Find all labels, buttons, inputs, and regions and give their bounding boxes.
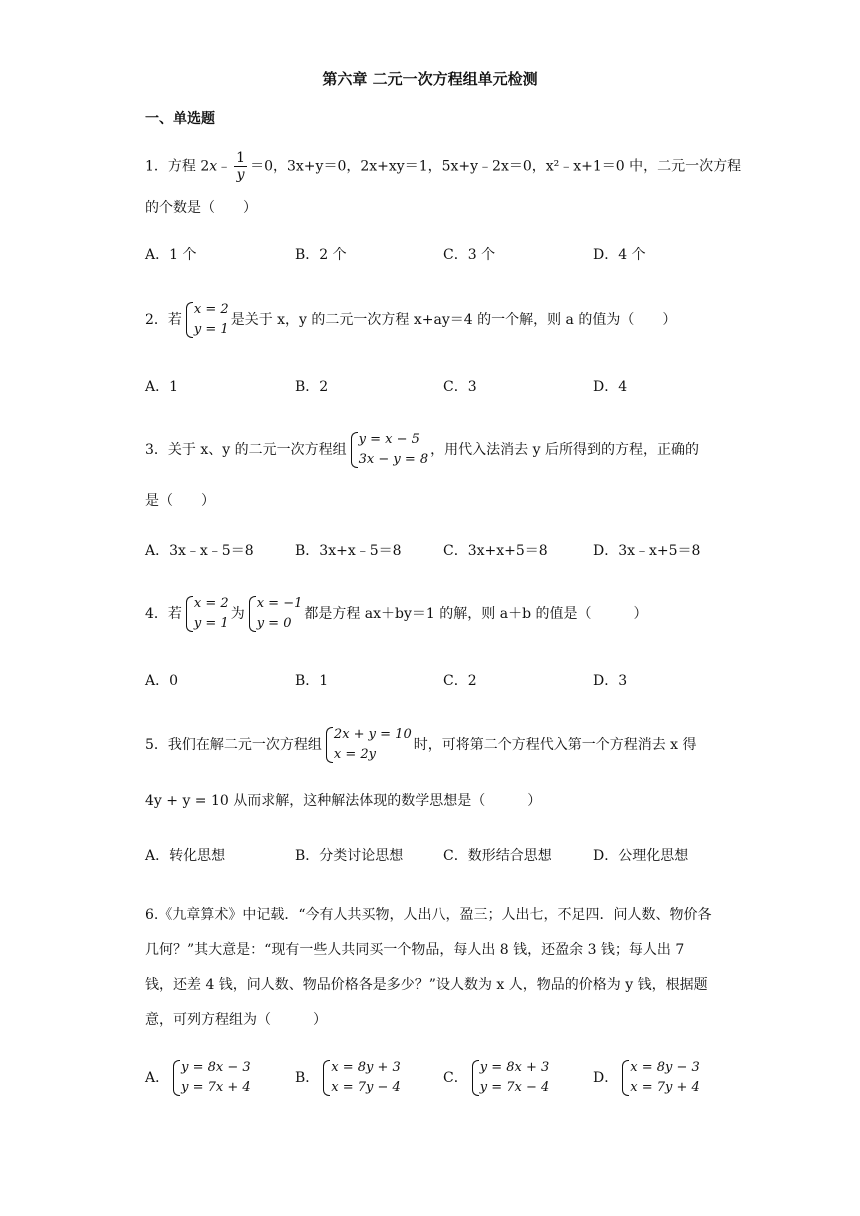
q2-option-a[interactable]: A．1 [145,379,179,395]
equation: x = −1 [256,596,303,611]
equation: y = 1 [193,616,229,631]
equation: y = 8x + 3 [479,1060,550,1075]
equation: y = x − 5 [358,432,420,447]
equation: y = 8x − 3 [181,1060,251,1075]
q5-option-c[interactable]: C．数形结合思想 [443,848,552,864]
q2-option-b[interactable]: B．2 [295,379,329,395]
question-5-line2: 4y + y = 10 从而求解，这种解法体现的数学思想是（ ） [145,793,542,809]
equation-system [321,1058,401,1098]
option-label: D． [593,1070,619,1086]
q4-connector: 为 [230,606,245,622]
q1-option-b[interactable]: B．2 个 [295,247,347,263]
q6-option-a[interactable] [145,1058,253,1098]
equation-system [184,594,229,634]
option-label: C． [443,1070,468,1086]
q4-option-a[interactable]: A．0 [145,673,179,689]
equation: y = 0 [256,616,292,631]
equation: y = 7x + 4 [181,1080,251,1095]
option-label: A． [145,1070,170,1086]
q2-option-d[interactable]: D．4 [593,379,628,395]
q6-option-b[interactable] [295,1058,403,1098]
equation-system [620,1058,700,1098]
q1-option-c[interactable]: C．3 个 [443,247,496,263]
equation: y = 7x − 4 [479,1080,550,1095]
question-3 [145,430,699,470]
q1-option-d[interactable]: D．4 个 [593,247,646,263]
equation: 2x + y = 10 [333,727,412,742]
q1-option-a[interactable]: A．1 个 [145,247,197,263]
fraction-numerator: 1 [236,150,246,166]
option-label: B． [295,1070,320,1086]
question-1: 1．方程 2x﹣ $\frac{1}{y}$ ＝0，3x+y＝0，2x+xy＝1，5x+y﹣2x＝0，x²﹣x+1＝0 中，二元一次方程 [145,150,742,183]
section-heading: 一、单选题 [145,111,215,127]
equation: x = 8y + 3 [331,1060,401,1075]
question-4 [145,594,648,634]
equation: x = 7y + 4 [630,1080,700,1095]
equation: x = 8y − 3 [630,1060,700,1075]
equation: x = 2 [193,596,229,611]
question-1-line2: 的个数是（ ） [145,200,257,216]
equation: 3x − y = 8 [358,452,429,467]
q4-prefix: 4．若 [145,606,182,622]
q2-text: 是关于 x，y 的二元一次方程 x+ay＝4 的一个解，则 a 的值为（ ） [230,312,677,328]
q3-option-d[interactable]: D．3x﹣x+5＝8 [593,543,701,559]
q5-option-a[interactable]: A．转化思想 [145,848,226,864]
q6-option-c[interactable] [443,1058,551,1098]
question-5 [145,725,697,765]
q6-option-d[interactable] [593,1058,702,1098]
page-title: 第六章 二元一次方程组单元检测 [322,70,538,88]
q3-option-b[interactable]: B．3x+x﹣5＝8 [295,543,402,559]
q1-text: ＝0，3x+y＝0，2x+xy＝1，5x+y﹣2x＝0，x²﹣x+1＝0 中，二元一次方程 [250,158,742,175]
question-2 [145,300,676,340]
q2-prefix: 2．若 [145,312,182,328]
equation: y = 1 [193,322,229,337]
q4-option-c[interactable]: C．2 [443,673,477,689]
q5-option-b[interactable]: B．分类讨论思想 [295,848,404,864]
q1-prefix: 1．方程 2 [145,158,210,175]
q3-option-a[interactable]: A．3x﹣x﹣5＝8 [145,543,254,559]
q5-text: 时，可将第二个方程代入第一个方程消去 x 得 [413,737,697,753]
equation-system [324,725,412,765]
equation-system [349,430,429,470]
q3-prefix: 3．关于 x、y 的二元一次方程组 [145,442,347,458]
fraction [234,150,247,183]
q2-option-c[interactable]: C．3 [443,379,477,395]
equation-system [184,300,229,340]
equation: x = 2 [193,302,229,317]
q4-text: 都是方程 ax＋by＝1 的解，则 a＋b 的值是（ ） [304,606,648,622]
equation: x = 2y [333,747,377,762]
q4-option-b[interactable]: B．1 [295,673,329,689]
q3-text: ，用代入法消去 y 后所得到的方程，正确的 [430,442,699,458]
fraction-denominator: y [236,167,245,183]
equation-system [171,1058,251,1098]
equation-system [470,1058,550,1098]
question-3-line2: 是（ ） [145,493,215,509]
q5-option-d[interactable]: D．公理化思想 [593,848,689,864]
question-6: 6.《九章算术》中记载．“今有人共买物，人出八，盈三；人出七，不足四．问人数、物价各几何？”其大意是：“现有一些人共同买一个物品，每人出 8 钱，还盈余 3 钱；每人出 7 钱，还差 4 钱，问人数、物品价格各是多少？”设人数为 x 人，物品的价格为 y 钱，根据题意，可列方程组为（ ） [145,907,712,1028]
q4-option-d[interactable]: D．3 [593,673,628,689]
q5-prefix: 5．我们在解二元一次方程组 [145,737,322,753]
equation: x = 7y − 4 [331,1080,401,1095]
q3-option-c[interactable]: C．3x+x+5＝8 [443,543,548,559]
equation-system [247,594,303,634]
